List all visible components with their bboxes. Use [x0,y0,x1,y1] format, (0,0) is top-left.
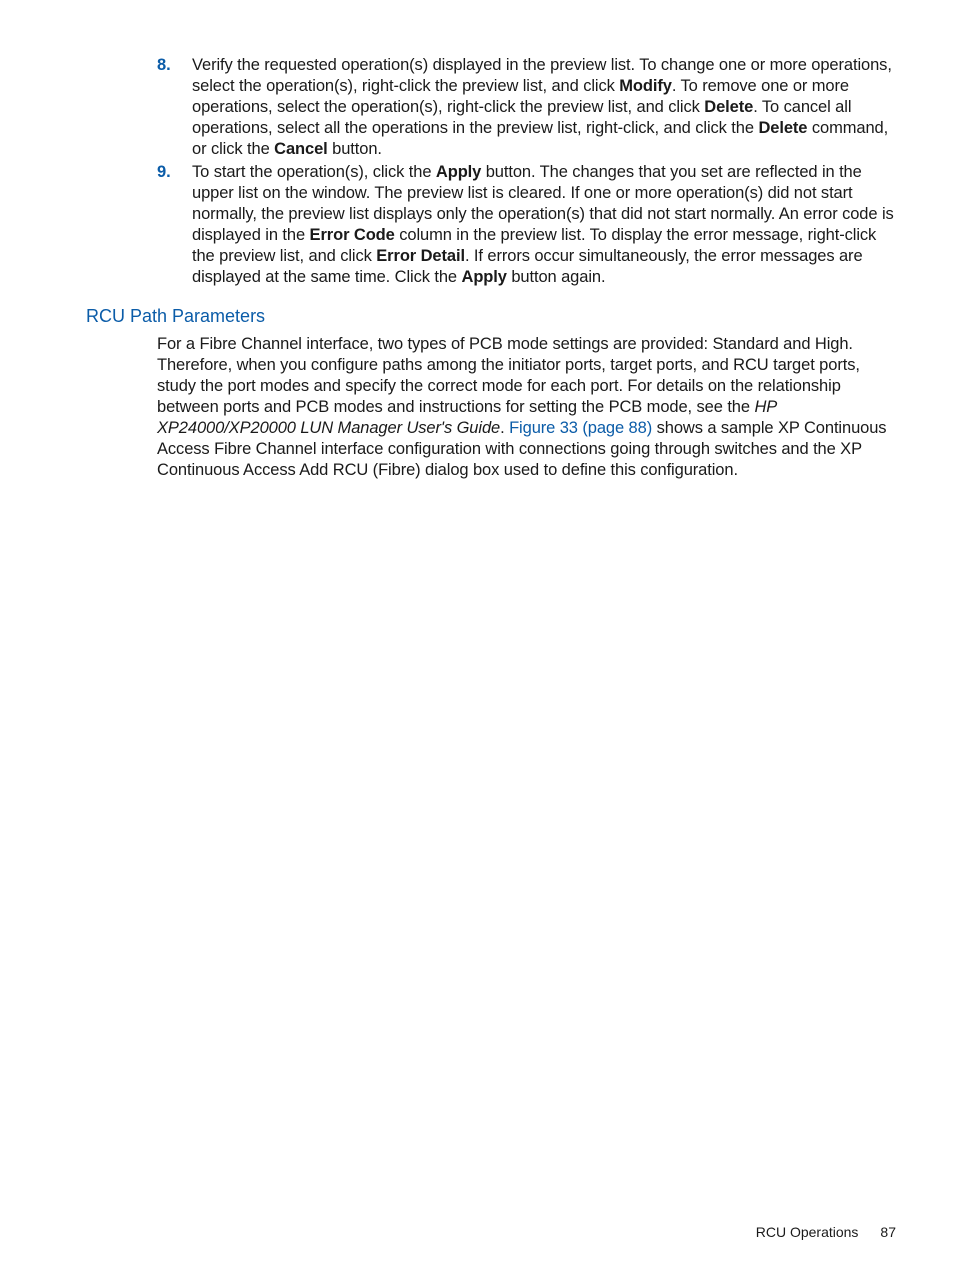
paragraph-text: . [500,419,510,437]
step-number: 9. [157,163,171,181]
step-text-run: button again. [506,268,606,286]
step-text-run: To start the operation(s), click the [192,163,436,181]
ui-term-error-code: Error Code [309,226,395,244]
step-text-run: button. [327,140,382,158]
step-item [157,162,897,288]
step-text-run: column in the preview list. To display the error message, right-click the preview list, and click [192,226,877,265]
page-footer [756,1222,896,1242]
step-text-run: command, or click the [192,119,889,158]
step-text-run: . To remove one or more operations, select the operation(s), right-click the preview list, and click [192,77,849,116]
paragraph-text: For a Fibre Channel interface, two types of PCB mode settings are provided: Standard and High. Therefore, when you configure paths among the initiator ports, target ports, and RCU target ports, study the port modes and specify the correct mode for each port. For details on the relationship between ports and PCB modes and instructions for setting the PCB mode, see the [157,335,860,416]
step-text [192,55,897,160]
ui-term-error-detail: Error Detail [376,247,465,265]
ui-term-cancel: Cancel [274,140,328,158]
section-heading: RCU Path Parameters [86,306,266,326]
step-text-run: button. The changes that you set are reflected in the upper list on the window. The preview list is cleared. If one or more operation(s) did not start normally, the preview list displays only the operation(s) that did not start normally. An error code is displayed in the [192,163,894,244]
ui-term-delete: Delete [704,98,754,116]
step-text-run: Verify the requested operation(s) displayed in the preview list. To change one or more operations, select the operation(s), right-click the preview list, and click [192,56,892,95]
step-number: 8. [157,56,171,74]
footer-section-name: RCU Operations [755,1224,859,1240]
page-number: 87 [880,1224,896,1240]
step-text-run: . To cancel all operations, select all the operations in the preview list, right-click, and click the [192,98,852,137]
guide-title: HP XP24000/XP20000 LUN Manager User's Guide [157,398,777,437]
ui-term-apply: Apply [435,163,482,181]
paragraph-text: shows a sample XP Continuous Access Fibre Channel interface configuration with connections going through switches and the XP Continuous Access Add RCU (Fibre) dialog box used to define this configuration. [157,419,887,479]
ui-term-apply: Apply [461,268,507,286]
ui-term-modify: Modify [619,77,672,95]
figure-link[interactable]: Figure 33 (page 88) [509,419,653,437]
section-paragraph [157,334,899,481]
ui-term-delete: Delete [758,119,808,137]
step-text-run: . If errors occur simultaneously, the error messages are displayed at the same time. Click the [192,247,863,286]
step-text [192,162,897,288]
step-item [157,55,897,160]
procedure-steps [157,55,897,290]
